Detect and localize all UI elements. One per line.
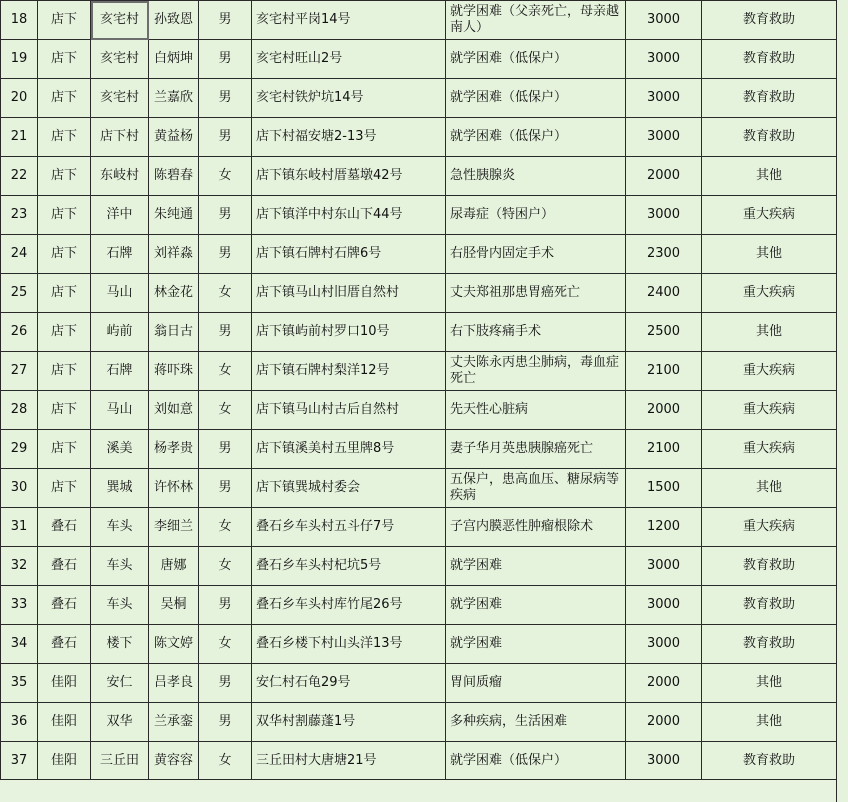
person-name-cell[interactable]: 蒋吓珠 (149, 352, 199, 391)
table-row (1, 118, 837, 157)
table-row (1, 40, 837, 79)
address-cell[interactable]: 亥宅村铁炉坑14号 (252, 79, 446, 118)
gender-cell[interactable]: 女 (199, 508, 252, 547)
person-name-cell[interactable]: 兰嘉欣 (149, 79, 199, 118)
person-name-cell[interactable]: 孙致恩 (149, 1, 199, 40)
reason-cell[interactable]: 就学困难（父亲死亡，母亲越南人） (446, 1, 626, 40)
person-name-cell[interactable]: 杨孝贵 (149, 430, 199, 469)
table-row (1, 157, 837, 196)
table-row (1, 352, 837, 391)
address-cell[interactable]: 店下镇屿前村罗口10号 (252, 313, 446, 352)
table-row (1, 1, 837, 40)
aid-type-cell[interactable]: 重大疾病 (702, 274, 837, 313)
row-number-cell[interactable]: 22 (1, 157, 38, 196)
address-cell[interactable]: 店下镇洋中村东山下44号 (252, 196, 446, 235)
amount-cell[interactable]: 3000 (626, 625, 702, 664)
row-number-cell[interactable]: 20 (1, 79, 38, 118)
address-cell[interactable]: 店下镇石牌村梨洋12号 (252, 352, 446, 391)
reason-cell[interactable]: 丈夫郑祖那患胃癌死亡 (446, 274, 626, 313)
town-cell[interactable]: 店下 (38, 235, 91, 274)
town-cell[interactable]: 店下 (38, 274, 91, 313)
town-cell[interactable]: 店下 (38, 196, 91, 235)
table-row (1, 625, 837, 664)
aid-type-cell[interactable]: 教育救助 (702, 625, 837, 664)
person-name-cell[interactable]: 白炳坤 (149, 40, 199, 79)
row-number-cell[interactable]: 32 (1, 547, 38, 586)
person-name-cell[interactable]: 翁日古 (149, 313, 199, 352)
person-name-cell[interactable]: 刘如意 (149, 391, 199, 430)
village-cell[interactable]: 车头 (91, 547, 149, 586)
table-row (1, 703, 837, 742)
aid-type-cell[interactable]: 教育救助 (702, 1, 837, 40)
person-name-cell[interactable]: 陈文婷 (149, 625, 199, 664)
row-number-cell[interactable]: 29 (1, 430, 38, 469)
row-number-cell[interactable]: 31 (1, 508, 38, 547)
reason-cell[interactable]: 右下肢疼痛手术 (446, 313, 626, 352)
address-cell[interactable]: 店下镇马山村旧厝自然村 (252, 274, 446, 313)
aid-type-cell[interactable]: 重大疾病 (702, 430, 837, 469)
gender-cell[interactable]: 女 (199, 352, 252, 391)
reason-cell[interactable]: 就学困难 (446, 586, 626, 625)
aid-type-cell[interactable]: 教育救助 (702, 118, 837, 157)
town-cell[interactable]: 店下 (38, 79, 91, 118)
person-name-cell[interactable]: 兰承銮 (149, 703, 199, 742)
row-number-cell[interactable]: 18 (1, 1, 38, 40)
address-cell[interactable]: 亥宅村旺山2号 (252, 40, 446, 79)
reason-cell[interactable]: 五保户，患高血压、糖尿病等疾病 (446, 469, 626, 508)
town-cell[interactable]: 店下 (38, 157, 91, 196)
table-row (1, 391, 837, 430)
village-cell[interactable]: 亥宅村 (91, 40, 149, 79)
gender-cell[interactable]: 女 (199, 274, 252, 313)
person-name-cell[interactable]: 陈碧春 (149, 157, 199, 196)
village-cell[interactable]: 马山 (91, 391, 149, 430)
aid-type-cell[interactable]: 其他 (702, 664, 837, 703)
address-cell[interactable]: 店下镇石牌村石牌6号 (252, 235, 446, 274)
town-cell[interactable]: 店下 (38, 1, 91, 40)
row-number-cell[interactable]: 19 (1, 40, 38, 79)
aid-type-cell[interactable]: 教育救助 (702, 586, 837, 625)
gender-cell[interactable]: 男 (199, 469, 252, 508)
address-cell[interactable]: 叠石乡车头村库竹尾26号 (252, 586, 446, 625)
address-cell[interactable]: 叠石乡楼下村山头洋13号 (252, 625, 446, 664)
town-cell[interactable]: 店下 (38, 118, 91, 157)
row-number-cell[interactable]: 37 (1, 742, 38, 780)
village-cell[interactable]: 安仁 (91, 664, 149, 703)
amount-cell[interactable]: 3000 (626, 40, 702, 79)
person-name-cell[interactable]: 林金花 (149, 274, 199, 313)
gender-cell[interactable]: 男 (199, 235, 252, 274)
town-cell[interactable]: 店下 (38, 430, 91, 469)
aid-type-cell[interactable]: 教育救助 (702, 742, 837, 780)
table-row (1, 586, 837, 625)
reason-cell[interactable]: 就学困难（低保户） (446, 79, 626, 118)
address-cell[interactable]: 店下镇东岐村厝墓墩42号 (252, 157, 446, 196)
village-cell[interactable]: 东岐村 (91, 157, 149, 196)
sheet-body (1, 1, 837, 780)
town-cell[interactable]: 店下 (38, 352, 91, 391)
table-row (1, 508, 837, 547)
town-cell[interactable]: 叠石 (38, 547, 91, 586)
aid-type-cell[interactable]: 其他 (702, 313, 837, 352)
aid-type-cell[interactable]: 教育救助 (702, 40, 837, 79)
gender-cell[interactable]: 女 (199, 547, 252, 586)
gender-cell[interactable]: 女 (199, 625, 252, 664)
address-cell[interactable]: 叠石乡车头村五斗仔7号 (252, 508, 446, 547)
row-number-cell[interactable]: 24 (1, 235, 38, 274)
table-row (1, 274, 837, 313)
address-cell[interactable]: 三丘田村大唐塘21号 (252, 742, 446, 780)
person-name-cell[interactable]: 唐娜 (149, 547, 199, 586)
village-cell[interactable]: 三丘田 (91, 742, 149, 780)
village-cell[interactable]: 店下村 (91, 118, 149, 157)
village-cell[interactable]: 马山 (91, 274, 149, 313)
reason-cell[interactable]: 妻子华月英患胰腺癌死亡 (446, 430, 626, 469)
village-cell-selected[interactable]: 亥宅村 (91, 1, 149, 40)
reason-cell[interactable]: 就学困难（低保户） (446, 742, 626, 780)
town-cell[interactable]: 店下 (38, 391, 91, 430)
reason-cell[interactable]: 先天性心脏病 (446, 391, 626, 430)
amount-cell[interactable]: 3000 (626, 1, 702, 40)
row-number-cell[interactable]: 35 (1, 664, 38, 703)
row-number-cell[interactable]: 28 (1, 391, 38, 430)
town-cell[interactable]: 叠石 (38, 625, 91, 664)
row-number-cell[interactable]: 25 (1, 274, 38, 313)
town-cell[interactable]: 店下 (38, 40, 91, 79)
aid-type-cell[interactable]: 重大疾病 (702, 352, 837, 391)
table-row (1, 547, 837, 586)
address-cell[interactable]: 亥宅村平岗14号 (252, 1, 446, 40)
aid-type-cell[interactable]: 其他 (702, 703, 837, 742)
amount-cell[interactable]: 3000 (626, 547, 702, 586)
amount-cell[interactable]: 2400 (626, 274, 702, 313)
reason-cell[interactable]: 多种疾病，生活困难 (446, 703, 626, 742)
gender-cell[interactable]: 男 (199, 703, 252, 742)
town-cell[interactable]: 店下 (38, 313, 91, 352)
person-name-cell[interactable]: 许怀林 (149, 469, 199, 508)
person-name-cell[interactable]: 吕孝良 (149, 664, 199, 703)
gender-cell[interactable]: 女 (199, 742, 252, 780)
amount-cell[interactable]: 2000 (626, 391, 702, 430)
town-cell[interactable]: 叠石 (38, 586, 91, 625)
address-cell[interactable]: 店下镇巽城村委会 (252, 469, 446, 508)
gender-cell[interactable]: 男 (199, 196, 252, 235)
reason-cell[interactable]: 就学困难 (446, 547, 626, 586)
amount-cell[interactable]: 3000 (626, 196, 702, 235)
amount-cell[interactable]: 3000 (626, 742, 702, 780)
village-cell[interactable]: 洋中 (91, 196, 149, 235)
reason-cell[interactable]: 丈夫陈永丙患尘肺病，毒血症死亡 (446, 352, 626, 391)
reason-cell[interactable]: 就学困难（低保户） (446, 118, 626, 157)
table-row (1, 196, 837, 235)
town-cell[interactable]: 佳阳 (38, 703, 91, 742)
aid-type-cell[interactable]: 重大疾病 (702, 196, 837, 235)
amount-cell[interactable]: 2100 (626, 352, 702, 391)
address-cell[interactable]: 店下镇溪美村五里牌8号 (252, 430, 446, 469)
aid-type-cell[interactable]: 其他 (702, 469, 837, 508)
person-name-cell[interactable]: 朱纯通 (149, 196, 199, 235)
gender-cell[interactable]: 女 (199, 157, 252, 196)
amount-cell[interactable]: 2000 (626, 157, 702, 196)
table-row (1, 313, 837, 352)
address-cell[interactable]: 安仁村石龟29号 (252, 664, 446, 703)
aid-type-cell[interactable]: 重大疾病 (702, 508, 837, 547)
gender-cell[interactable]: 女 (199, 391, 252, 430)
address-cell[interactable]: 叠石乡车头村杞坑5号 (252, 547, 446, 586)
person-name-cell[interactable]: 李细兰 (149, 508, 199, 547)
village-cell[interactable]: 车头 (91, 586, 149, 625)
reason-cell[interactable]: 尿毒症（特困户） (446, 196, 626, 235)
village-cell[interactable]: 楼下 (91, 625, 149, 664)
amount-cell[interactable]: 3000 (626, 79, 702, 118)
amount-cell[interactable]: 2500 (626, 313, 702, 352)
village-cell[interactable]: 车头 (91, 508, 149, 547)
amount-cell[interactable]: 1200 (626, 508, 702, 547)
address-cell[interactable]: 店下镇马山村古后自然村 (252, 391, 446, 430)
reason-cell[interactable]: 急性胰腺炎 (446, 157, 626, 196)
person-name-cell[interactable]: 黄益杨 (149, 118, 199, 157)
gender-cell[interactable]: 男 (199, 664, 252, 703)
row-number-cell[interactable]: 36 (1, 703, 38, 742)
row-number-cell[interactable]: 26 (1, 313, 38, 352)
reason-cell[interactable]: 就学困难（低保户） (446, 40, 626, 79)
amount-cell[interactable]: 3000 (626, 118, 702, 157)
aid-type-cell[interactable]: 教育救助 (702, 79, 837, 118)
gender-cell[interactable]: 男 (199, 79, 252, 118)
aid-type-cell[interactable]: 其他 (702, 235, 837, 274)
village-cell[interactable]: 石牌 (91, 352, 149, 391)
amount-cell[interactable]: 3000 (626, 586, 702, 625)
gender-cell[interactable]: 男 (199, 40, 252, 79)
village-cell[interactable]: 屿前 (91, 313, 149, 352)
reason-cell[interactable]: 右胫骨内固定手术 (446, 235, 626, 274)
person-name-cell[interactable]: 刘祥淼 (149, 235, 199, 274)
town-cell[interactable]: 佳阳 (38, 664, 91, 703)
village-cell[interactable]: 巽城 (91, 469, 149, 508)
gender-cell[interactable]: 男 (199, 1, 252, 40)
village-cell[interactable]: 双华 (91, 703, 149, 742)
row-number-cell[interactable]: 21 (1, 118, 38, 157)
gender-cell[interactable]: 男 (199, 313, 252, 352)
reason-cell[interactable]: 子宫内膜恶性肿瘤根除术 (446, 508, 626, 547)
aid-type-cell[interactable]: 其他 (702, 157, 837, 196)
address-cell[interactable]: 店下村福安塘2-13号 (252, 118, 446, 157)
row-number-cell[interactable]: 27 (1, 352, 38, 391)
village-cell[interactable]: 石牌 (91, 235, 149, 274)
gender-cell[interactable]: 男 (199, 586, 252, 625)
table-row (1, 235, 837, 274)
town-cell[interactable]: 佳阳 (38, 742, 91, 780)
amount-cell[interactable]: 2000 (626, 664, 702, 703)
town-cell[interactable]: 叠石 (38, 508, 91, 547)
table-row (1, 742, 837, 780)
person-name-cell[interactable]: 吴桐 (149, 586, 199, 625)
town-cell[interactable]: 店下 (38, 469, 91, 508)
amount-cell[interactable]: 1500 (626, 469, 702, 508)
amount-cell[interactable]: 2000 (626, 703, 702, 742)
aid-type-cell[interactable]: 重大疾病 (702, 391, 837, 430)
row-number-cell[interactable]: 33 (1, 586, 38, 625)
table-row (1, 469, 837, 508)
aid-type-cell[interactable]: 教育救助 (702, 547, 837, 586)
village-cell[interactable]: 亥宅村 (91, 79, 149, 118)
table-row (1, 664, 837, 703)
row-number-cell[interactable]: 30 (1, 469, 38, 508)
reason-cell[interactable]: 就学困难 (446, 625, 626, 664)
amount-cell[interactable]: 2100 (626, 430, 702, 469)
address-cell[interactable]: 双华村割藤蓬1号 (252, 703, 446, 742)
table-row (1, 430, 837, 469)
gender-cell[interactable]: 男 (199, 430, 252, 469)
person-name-cell[interactable]: 黄容容 (149, 742, 199, 780)
village-cell[interactable]: 溪美 (91, 430, 149, 469)
amount-cell[interactable]: 2300 (626, 235, 702, 274)
table-row (1, 79, 837, 118)
gender-cell[interactable]: 男 (199, 118, 252, 157)
next-column-edge[interactable] (836, 0, 848, 802)
reason-cell[interactable]: 胃间质瘤 (446, 664, 626, 703)
row-number-cell[interactable]: 23 (1, 196, 38, 235)
row-number-cell[interactable]: 34 (1, 625, 38, 664)
